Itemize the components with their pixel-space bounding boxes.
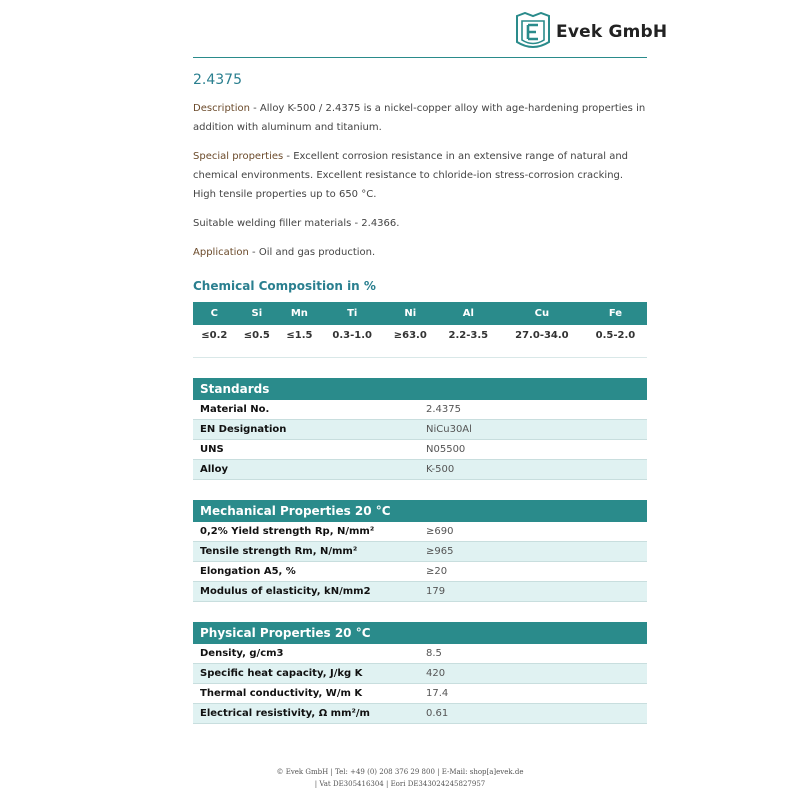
table-row (193, 460, 647, 480)
property-name: Material No. (193, 400, 419, 420)
property-value: 17.4 (419, 684, 647, 704)
property-name: Specific heat capacity, J/kg K (193, 664, 419, 684)
element-value: 0.5-2.0 (584, 325, 647, 358)
paragraph (193, 99, 647, 137)
table-row (193, 420, 647, 440)
mechanical-properties-table (193, 500, 647, 602)
paragraph-text: - Excellent corrosion resistance in an extensive range of natural and chemical environments. Excellent resistance to chloride-ion stress-corrosion cracking. High tensile properties up to 650 °C. (193, 151, 629, 200)
element-header: Al (437, 302, 500, 325)
paragraph-label: Application (193, 247, 249, 258)
mechanical-title: Mechanical Properties 20 °C (193, 500, 647, 522)
element-header: Cu (500, 302, 584, 325)
property-value: N05500 (419, 440, 647, 460)
chemical-values-row (193, 325, 647, 358)
element-header: Fe (584, 302, 647, 325)
table-row (193, 440, 647, 460)
property-value: 8.5 (419, 644, 647, 664)
property-name: Density, g/cm3 (193, 644, 419, 664)
chemical-composition-title: Chemical Composition in % (193, 279, 376, 293)
property-name: 0,2% Yield strength Rp, N/mm² (193, 522, 419, 542)
standards-title: Standards (193, 378, 647, 400)
paragraph (193, 214, 647, 233)
property-name: UNS (193, 440, 419, 460)
table-row (193, 562, 647, 582)
property-value: 2.4375 (419, 400, 647, 420)
paragraph-text: - Oil and gas production. (248, 247, 376, 258)
element-header: C (193, 302, 236, 325)
paragraph (193, 147, 647, 204)
element-header: Ni (384, 302, 437, 325)
property-value: K-500 (419, 460, 647, 480)
element-value: 0.3-1.0 (321, 325, 384, 358)
property-value: 0.61 (419, 704, 647, 724)
table-row (193, 522, 647, 542)
element-header: Si (236, 302, 279, 325)
brand-logo (515, 12, 667, 52)
table-row (193, 644, 647, 664)
element-value: ≤0.5 (236, 325, 279, 358)
property-name: Thermal conductivity, W/m K (193, 684, 419, 704)
physical-title: Physical Properties 20 °C (193, 622, 647, 644)
standards-table (193, 378, 647, 480)
paragraph (193, 243, 647, 262)
chemical-header-row (193, 302, 647, 325)
page-footer (0, 766, 800, 790)
datasheet-content (193, 72, 647, 724)
property-value: 420 (419, 664, 647, 684)
property-name: Electrical resistivity, Ω mm²/m (193, 704, 419, 724)
property-name: Elongation A5, % (193, 562, 419, 582)
table-row (193, 582, 647, 602)
element-value: ≤0.2 (193, 325, 236, 358)
table-row (193, 684, 647, 704)
element-header: Ti (321, 302, 384, 325)
element-value: 2.2-3.5 (437, 325, 500, 358)
brand-name: Evek GmbH (556, 22, 668, 42)
table-row (193, 400, 647, 420)
property-name: Tensile strength Rm, N/mm² (193, 542, 419, 562)
property-value: 179 (419, 582, 647, 602)
property-name: EN Designation (193, 420, 419, 440)
paragraph-text: - Alloy K-500 / 2.4375 is a nickel-copper alloy with age-hardening properties in addition with aluminum and titanium. (193, 103, 646, 133)
header-divider (193, 57, 647, 58)
property-value: ≥690 (419, 522, 647, 542)
element-value: ≥63.0 (384, 325, 437, 358)
table-row (193, 704, 647, 724)
paragraph-text: Suitable welding filler materials - 2.4366. (193, 218, 400, 229)
element-value: ≤1.5 (278, 325, 321, 358)
footer-tax-ids: | Vat DE305416304 | Eori DE343024245827957 (314, 780, 486, 788)
element-header: Mn (278, 302, 321, 325)
property-value: ≥965 (419, 542, 647, 562)
table-row (193, 542, 647, 562)
evek-emblem-icon (515, 12, 551, 52)
chemical-composition-table (193, 302, 647, 358)
physical-properties-table (193, 622, 647, 724)
paragraph-label: Special properties (193, 151, 284, 162)
element-value: 27.0-34.0 (500, 325, 584, 358)
property-name: Modulus of elasticity, kN/mm2 (193, 582, 419, 602)
page-title: 2.4375 (193, 72, 242, 88)
property-value: ≥20 (419, 562, 647, 582)
property-value: NiCu30Al (419, 420, 647, 440)
paragraphs (193, 99, 647, 262)
paragraph-label: Description (193, 103, 250, 114)
property-name: Alloy (193, 460, 419, 480)
table-row (193, 664, 647, 684)
footer-contact: © Evek GmbH | Tel: +49 (0) 208 376 29 800 | E-Mail: shop[a]evek.de (276, 768, 524, 776)
